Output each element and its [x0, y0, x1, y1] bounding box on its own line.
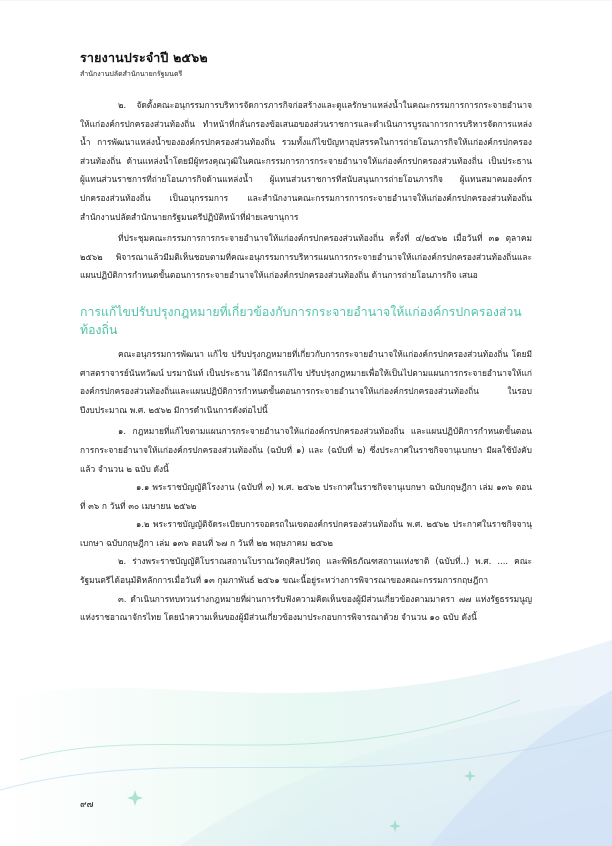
organization-name: สำนักงานปลัดสำนักนายกรัฐมนตรี — [80, 70, 183, 78]
paragraph-law-committee: คณะอนุกรรมการพัฒนา แก้ไข ปรับปรุงกฎหมายที่เกี่ยวกับการกระจายอำนาจให้แก่องค์กรปกครองส่วนท้องถิ่น โดยมีศาสตราจารย์นันทวัฒน์ บรมานันท์ เป็นประธาน ได้มีการแก้ไข ปรับปรุงกฎหมายเพื่อให้เป็นไปตามแผนการกระจายอำนาจให้แก่องค์กรปกครองส่วนท้องถิ่นและแผนปฏิบัติการกำหนดขั้นตอนการกระจายอำนาจให้แก่องค์กรปกครองส่วนท้องถิ่น ในรอบปีงบประมาณ พ.ศ. ๒๕๖๒ มีการดำเนินการดังต่อไปนี้ — [80, 348, 532, 415]
paragraph-committee-water: ๒. จัดตั้งคณะอนุกรรมการบริหารจัดการภารกิจก่อสร้างและดูแลรักษาแหล่งน้ำในคณะกรรมการการกระจายอำนาจให้แก่องค์กรปกครองส่วนท้องถิ่น ทำหน้าที่กลั่นกรองข้อเสนอของส่วนราชการและดำเนินการบูรณาการการบริหารจัดการแหล่งน้ำ การพัฒนาแหล่งน้ำขององค์กรปกครองส่วนท้องถิ่น รวมทั้งแก้ไขปัญหาอุปสรรคในการถ่ายโอนภารกิจให้แก่องค์กรปกครองส่วนท้องถิ่น ด้านแหล่งน้ำโดยมีผู้ทรงคุณวุฒิในคณะกรรมการการกระจายอำนาจให้แก่องค์กรปกครองส่วนท้องถิ่น เป็นประธาน ผู้แทนส่วนราชการที่ถ่ายโอนภารกิจด้านแหล่งน้ำ ผู้แทนส่วนราชการที่สนับสนุนการถ่ายโอนภารกิจ ผู้แทนสมาคมองค์กรปกครองส่วนท้องถิ่น เป็นอนุกรรมการ และสำนักงานคณะกรรมการการกระจายอำนาจให้แก่องค์กรปกครองส่วนท้องถิ่น สำนักงานปลัดสำนักนายกรัฐมนตรีปฏิบัติหน้าที่ฝ่ายเลขานุการ — [80, 100, 532, 222]
report-title: รายงานประจำปี ๒๕๖๒ — [80, 50, 208, 65]
paragraph-item-3: ๓. ดำเนินการทบทวนร่างกฎหมายที่ผ่านการรับฟังความคิดเห็นของผู้มีส่วนเกี่ยวข้องตามมาตรา ๗๗ แห่งรัฐธรรมนูญแห่งราชอาณาจักรไทย โดยนำความเห็นของผู้มีส่วนเกี่ยวข้องมาประกอบการพิจารณาด้วย จำนวน ๑๐ ฉบับ ดังนี้ — [80, 593, 532, 623]
document-body — [80, 96, 532, 627]
paragraph-item-1: ๑. กฎหมายที่แก้ไขตามแผนการกระจายอำนาจให้แก่องค์กรปกครองส่วนท้องถิ่น และแผนปฏิบัติการกำหนดขั้นตอนการกระจายอำนาจให้แก่องค์กรปกครองส่วนท้องถิ่น (ฉบับที่ ๑) และ (ฉบับที่ ๒) ซึ่งประกาศในราชกิจจานุเบกษา มีผลใช้บังคับแล้ว จำนวน ๒ ฉบับ ดังนี้ — [80, 426, 532, 474]
paragraph-item-2: ๒. ร่างพระราชบัญญัติโบราณสถานโบราณวัตถุศิลปวัตถุ และพิพิธภัณฑสถานแห่งชาติ (ฉบับที่..) พ.ศ. .... คณะรัฐมนตรีได้อนุมัติหลักการเมื่อวันที่ ๑๓ กุมภาพันธ์ ๒๕๖๑ ขณะนี้อยู่ระหว่างการพิจารณาของคณะกรรมการกฤษฎีกา — [80, 556, 532, 586]
paragraph-item-1-2: ๑.๒ พระราชบัญญัติจัดระเบียบการจอดรถในเขตองค์กรปกครองส่วนท้องถิ่น พ.ศ. ๒๕๖๒ ประกาศในราชกิจจานุเบกษา ฉบับกฤษฎีกา เล่ม ๑๓๖ ตอนที่ ๖๗ ก วันที่ ๒๒ พฤษภาคม ๒๕๖๒ — [80, 519, 532, 548]
paragraph-item-1-1: ๑.๑ พระราชบัญญัติโรงงาน (ฉบับที่ ๓) พ.ศ. ๒๕๖๒ ประกาศในราชกิจจานุเบกษา ฉบับกฤษฎีกา เล่ม ๑๓๖ ตอนที่ ๓๖ ก วันที่ ๓๐ เมษายน ๒๕๖๒ — [80, 482, 532, 511]
section-heading: การแก้ไขปรับปรุงกฎหมายที่เกี่ยวข้องกับการกระจายอำนาจให้แก่องค์กรปกครองส่วนท้องถิ่น — [80, 304, 522, 337]
paragraph-meeting-resolution: ที่ประชุมคณะกรรมการการกระจายอำนาจให้แก่องค์กรปกครองส่วนท้องถิ่น ครั้งที่ ๔/๒๕๖๒ เมื่อวันที่ ๓๑ ตุลาคม ๒๕๖๒ พิจารณาแล้วมีมติเห็นชอบตามที่คณะอนุกรรมการบริหารแผนการกระจายอำนาจให้แก่องค์กรปกครองส่วนท้องถิ่นและแผนปฏิบัติการกำหนดขั้นตอนการกระจายอำนาจให้แก่องค์กรปกครองส่วนท้องถิ่น ด้านการถ่ายโอนภารกิจ เสนอ — [80, 233, 532, 281]
page-number: ๙๗ — [80, 800, 94, 810]
page-header — [80, 48, 208, 80]
